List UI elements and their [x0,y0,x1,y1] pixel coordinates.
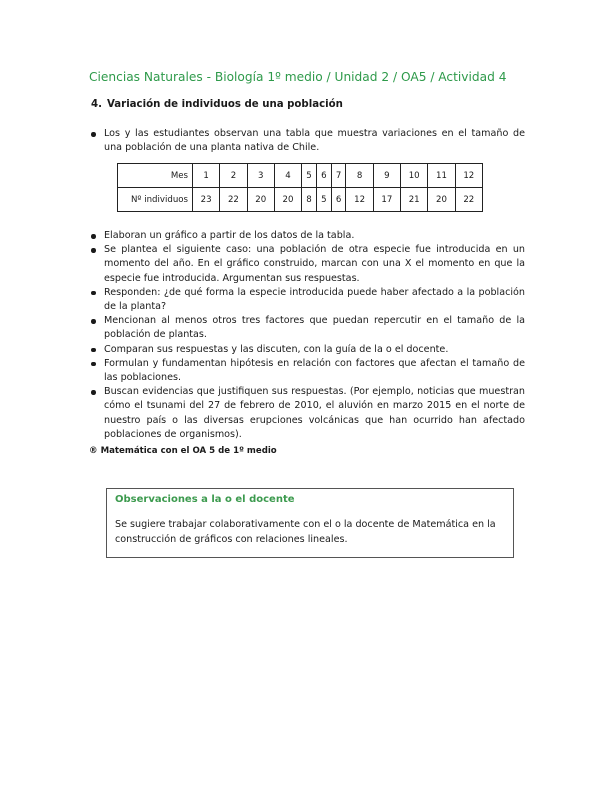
observations-title: Observaciones a la o el docente [115,494,295,505]
table-cell: 20 [428,188,455,212]
table-cell: 1 [193,164,220,188]
table-row-header: Mes [118,164,193,188]
table-cell: 22 [220,188,247,212]
table-cell: 20 [274,188,301,212]
table-cell: 8 [302,188,317,212]
intro-bullet-list [89,127,525,155]
list-item: Buscan evidencias que justifiquen sus respuestas. (Por ejemplo, noticias que muestran cómo el tsunami del 27 de febrero de 2010, el aluvión en marzo 2015 en el norte de nuestro país o las diversas erupciones volcánicas que han ocurrido han afectado poblaciones de organismos). [89,385,525,442]
table-cell: 9 [373,164,400,188]
observations-box [106,488,514,558]
list-item: Se plantea el siguiente caso: una población de otra especie fue introducida en un momento del año. En el gráfico construido, marcan con una X el momento en que la especie fue introducida. Argumentan sus respuestas. [89,243,525,286]
list-item: Los y las estudiantes observan una tabla que muestra variaciones en el tamaño de una población de una planta nativa de Chile. [89,127,525,155]
list-item: Mencionan al menos otros tres factores que puedan repercutir en el tamaño de la población de plantas. [89,314,525,342]
table-cell: 17 [373,188,400,212]
section-number: 4. [91,99,102,110]
table-cell: 3 [247,164,274,188]
table-cell: 11 [428,164,455,188]
table-row [118,188,483,212]
table-cell: 21 [401,188,428,212]
table-cell: 12 [455,164,482,188]
activity-bullet-list [89,229,525,442]
table-cell: 6 [316,164,331,188]
table-cell: 5 [316,188,331,212]
list-item: Formulan y fundamentan hipótesis en relación con factores que afectan el tamaño de las poblaciones. [89,357,525,385]
section-title-text: Variación de individuos de una población [106,99,343,110]
table-cell: 6 [331,188,346,212]
cross-curricular-note: ® Matemática con el OA 5 de 1º medio [89,446,277,456]
table-cell: 2 [220,164,247,188]
table-cell: 5 [302,164,317,188]
table-row-header: Nº individuos [118,188,193,212]
population-table [117,163,483,212]
section-title [91,99,343,110]
table-cell: 12 [346,188,373,212]
table-cell: 7 [331,164,346,188]
breadcrumb: Ciencias Naturales - Biología 1º medio / Unidad 2 / OA5 / Actividad 4 [89,70,507,84]
list-item: Responden: ¿de qué forma la especie introducida puede haber afectado a la población de la planta? [89,286,525,314]
table-row [118,164,483,188]
table-cell: 20 [247,188,274,212]
table-cell: 22 [455,188,482,212]
observations-text: Se sugiere trabajar colaborativamente con el o la docente de Matemática en la construcción de gráficos con relaciones lineales. [115,519,496,545]
table-cell: 4 [274,164,301,188]
table-cell: 23 [193,188,220,212]
list-item: Comparan sus respuestas y las discuten, con la guía de la o el docente. [89,343,525,357]
table-cell: 8 [346,164,373,188]
table-cell: 10 [401,164,428,188]
list-item: Elaboran un gráfico a partir de los datos de la tabla. [89,229,525,243]
